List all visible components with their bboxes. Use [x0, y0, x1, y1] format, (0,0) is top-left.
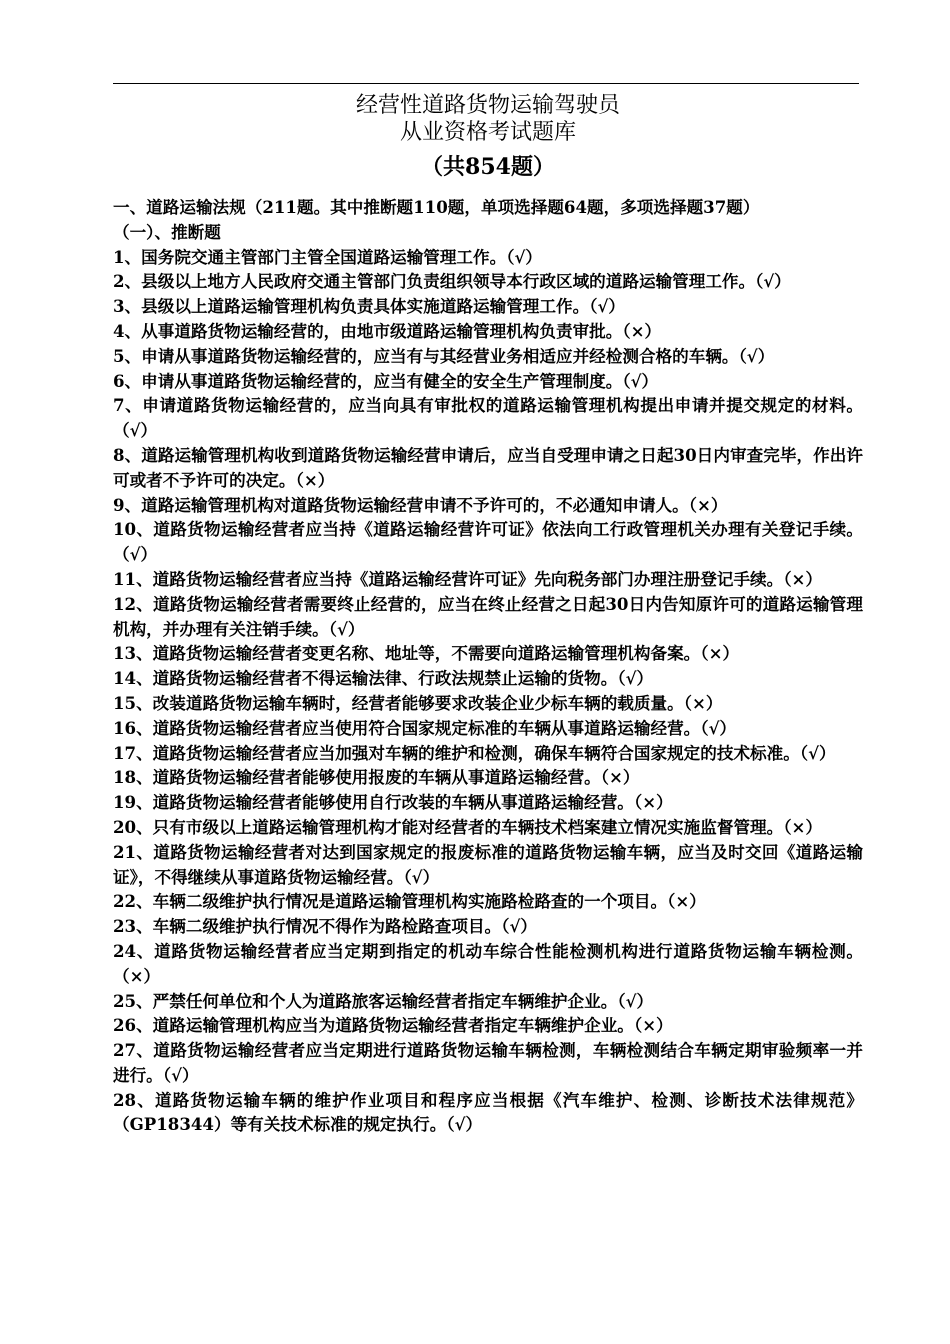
question-item: 7、申请道路货物运输经营的，应当向具有审批权的道路运输管理机构提出申请并提交规定的材料。（√）	[113, 395, 863, 441]
question-item: 9、道路运输管理机构对道路货物运输经营申请不予许可的，不必通知申请人。（×）	[113, 494, 728, 515]
question-item: 25、严禁任何单位和个人为道路旅客运输经营者指定车辆维护企业。（√）	[113, 990, 654, 1011]
question-list	[113, 195, 863, 1137]
question-item: 12、道路货物运输经营者需要终止经营的，应当在终止经营之日起30日内告知原许可的道路运输管理机构，并办理有关注销手续。（√）	[113, 593, 863, 639]
document-title	[113, 92, 863, 146]
section-heading: 一、道路运输法规（211题。其中推断题110题，单项选择题64题，多项选择题37题）	[113, 197, 760, 217]
question-item: 6、申请从事道路货物运输经营的，应当有健全的安全生产管理制度。（√）	[113, 370, 659, 391]
question-item: 22、车辆二级维护执行情况是道路运输管理机构实施路检路查的一个项目。（×）	[113, 891, 706, 912]
question-item: 20、只有市级以上道路运输管理机构才能对经营者的车辆技术档案建立情况实施监督管理。（×）	[113, 816, 823, 837]
question-total: （共854题）	[421, 154, 555, 180]
question-item: 28、道路货物运输车辆的维护作业项目和程序应当根据《汽车维护、检测、诊断技术法律规范》（GP18344）等有关技术标准的规定执行。（√）	[113, 1089, 863, 1135]
question-item: 2、县级以上地方人民政府交通主管部门负责组织领导本行政区域的道路运输管理工作。（√）	[113, 271, 791, 292]
title-line-2: 从业资格考试题库	[399, 120, 576, 145]
question-item: 10、道路货物运输经营者应当持《道路运输经营许可证》依法向工行政管理机关办理有关登记手续。（√）	[113, 519, 863, 565]
question-item: 11、道路货物运输经营者应当持《道路运输经营许可证》先向税务部门办理注册登记手续。（×）	[113, 568, 823, 589]
question-item: 14、道路货物运输经营者不得运输法律、行政法规禁止运输的货物。（√）	[113, 668, 654, 689]
question-item: 15、改装道路货物运输车辆时，经营者能够要求改装企业少标车辆的载质量。（×）	[113, 692, 723, 713]
question-item: 18、道路货物运输经营者能够使用报废的车辆从事道路运输经营。（×）	[113, 767, 640, 788]
question-item: 5、申请从事道路货物运输经营的，应当有与其经营业务相适应并经检测合格的车辆。（√）	[113, 345, 775, 366]
question-item: 13、道路货物运输经营者变更名称、地址等，不需要向道路运输管理机构备案。（×）	[113, 643, 740, 664]
question-item: 16、道路货物运输经营者应当使用符合国家规定标准的车辆从事道路运输经营。（√）	[113, 717, 737, 738]
question-item: 1、国务院交通主管部门主管全国道路运输管理工作。（√）	[113, 246, 542, 267]
question-item: 26、道路运输管理机构应当为道路货物运输经营者指定车辆维护企业。（×）	[113, 1015, 673, 1036]
question-item: 19、道路货物运输经营者能够使用自行改装的车辆从事道路运输经营。（×）	[113, 792, 673, 813]
question-item: 23、车辆二级维护执行情况不得作为路检路查项目。（√）	[113, 916, 537, 937]
question-item: 24、道路货物运输经营者应当定期到指定的机动车综合性能检测机构进行道路货物运输车辆检测。（×）	[113, 940, 863, 986]
title-line-1: 经营性道路货物运输驾驶员	[355, 93, 620, 118]
question-item: 4、从事道路货物运输经营的，由地市级道路运输管理机构负责审批。（×）	[113, 320, 662, 341]
question-item: 17、道路货物运输经营者应当加强对车辆的维护和检测，确保车辆符合国家规定的技术标准。（√）	[113, 742, 836, 763]
question-item: 21、道路货物运输经营者对达到国家规定的报废标准的道路货物运输车辆，应当及时交回《道路运输证》，不得继续从事道路货物运输经营。（√）	[113, 841, 863, 887]
header-rule	[113, 83, 859, 84]
question-item: 3、县级以上道路运输管理机构负责具体实施道路运输管理工作。（√）	[113, 296, 625, 317]
question-item: 8、道路运输管理机构收到道路货物运输经营申请后，应当自受理申请之日起30日内审查完毕，作出许可或者不予许可的决定。（×）	[113, 444, 863, 490]
subsection-heading: （一）、推断题	[113, 221, 221, 242]
question-item: 27、道路货物运输经营者应当定期进行道路货物运输车辆检测，车辆检测结合车辆定期审验频率一并进行。（√）	[113, 1040, 863, 1085]
